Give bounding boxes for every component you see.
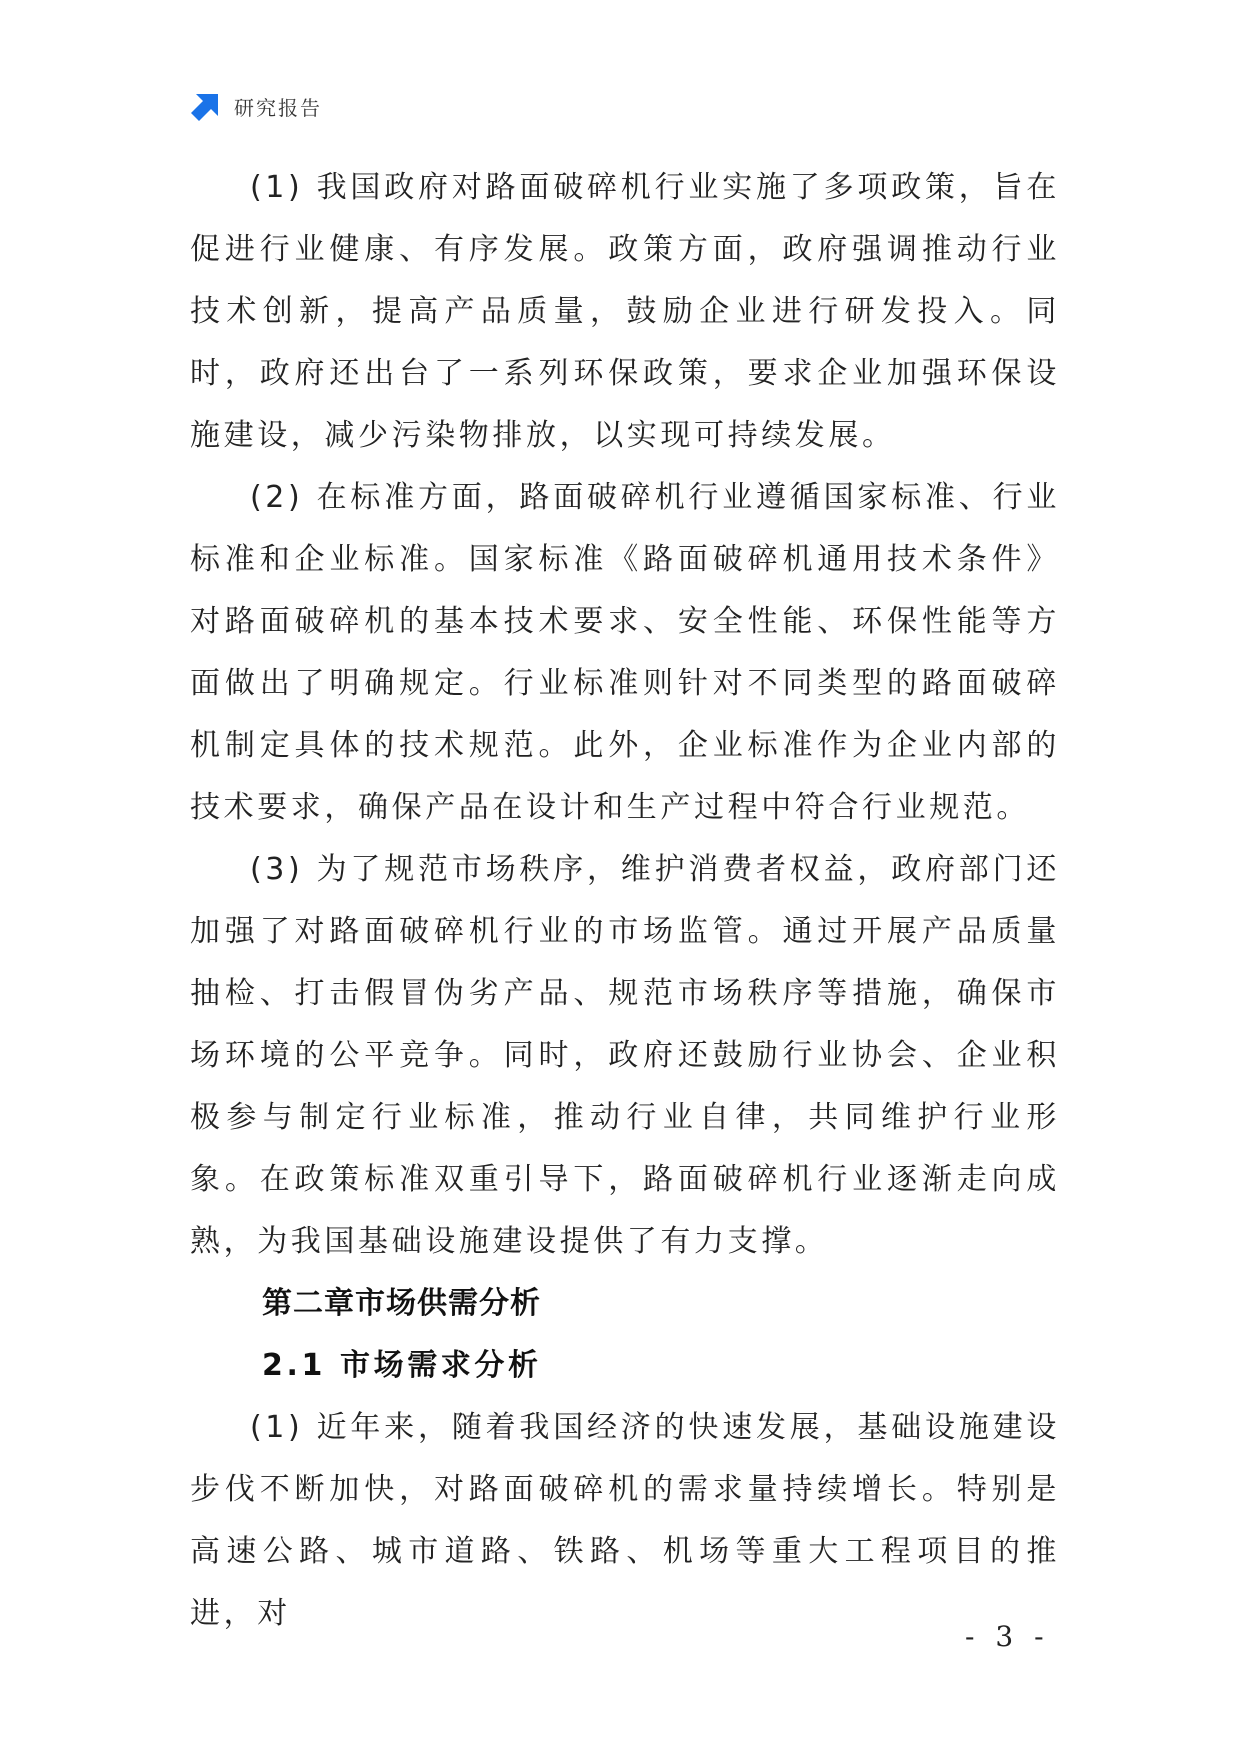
- report-header: [190, 88, 322, 124]
- paragraph-regulation: (3) 为了规范市场秩序，维护消费者权益，政府部门还加强了对路面破碎机行业的市场监管。通过开展产品质量抽检、打击假冒伪劣产品、规范市场秩序等措施，确保市场环境的公平竞争。同时，政府还鼓励行业协会、企业积极参与制定行业标准，推动行业自律，共同维护行业形象。在政策标准双重引导下，路面破碎机行业逐渐走向成熟，为我国基础设施建设提供了有力支撑。: [190, 852, 1060, 1259]
- header-title: 研究报告: [234, 95, 322, 120]
- document-body: [190, 157, 1060, 1645]
- page-number: - 3 -: [965, 1620, 1050, 1653]
- section-heading: 2.1 市场需求分析: [262, 1348, 542, 1383]
- arrow-up-right-icon: [190, 90, 222, 122]
- paragraph-demand: (1) 近年来，随着我国经济的快速发展，基础设施建设步伐不断加快，对路面破碎机的需求量持续增长。特别是高速公路、城市道路、铁路、机场等重大工程项目的推进，对: [190, 1410, 1060, 1631]
- paragraph-standards: (2) 在标准方面，路面破碎机行业遵循国家标准、行业标准和企业标准。国家标准《路面破碎机通用技术条件》对路面破碎机的基本技术要求、安全性能、环保性能等方面做出了明确规定。行业标准则针对不同类型的路面破碎机制定具体的技术规范。此外，企业标准作为企业内部的技术要求，确保产品在设计和生产过程中符合行业规范。: [190, 480, 1060, 825]
- chapter-heading: 第二章市场供需分析: [262, 1286, 541, 1321]
- paragraph-policy: (1) 我国政府对路面破碎机行业实施了多项政策，旨在促进行业健康、有序发展。政策方面，政府强调推动行业技术创新，提高产品质量，鼓励企业进行研发投入。同时，政府还出台了一系列环保政策，要求企业加强环保设施建设，减少污染物排放，以实现可持续发展。: [190, 170, 1060, 453]
